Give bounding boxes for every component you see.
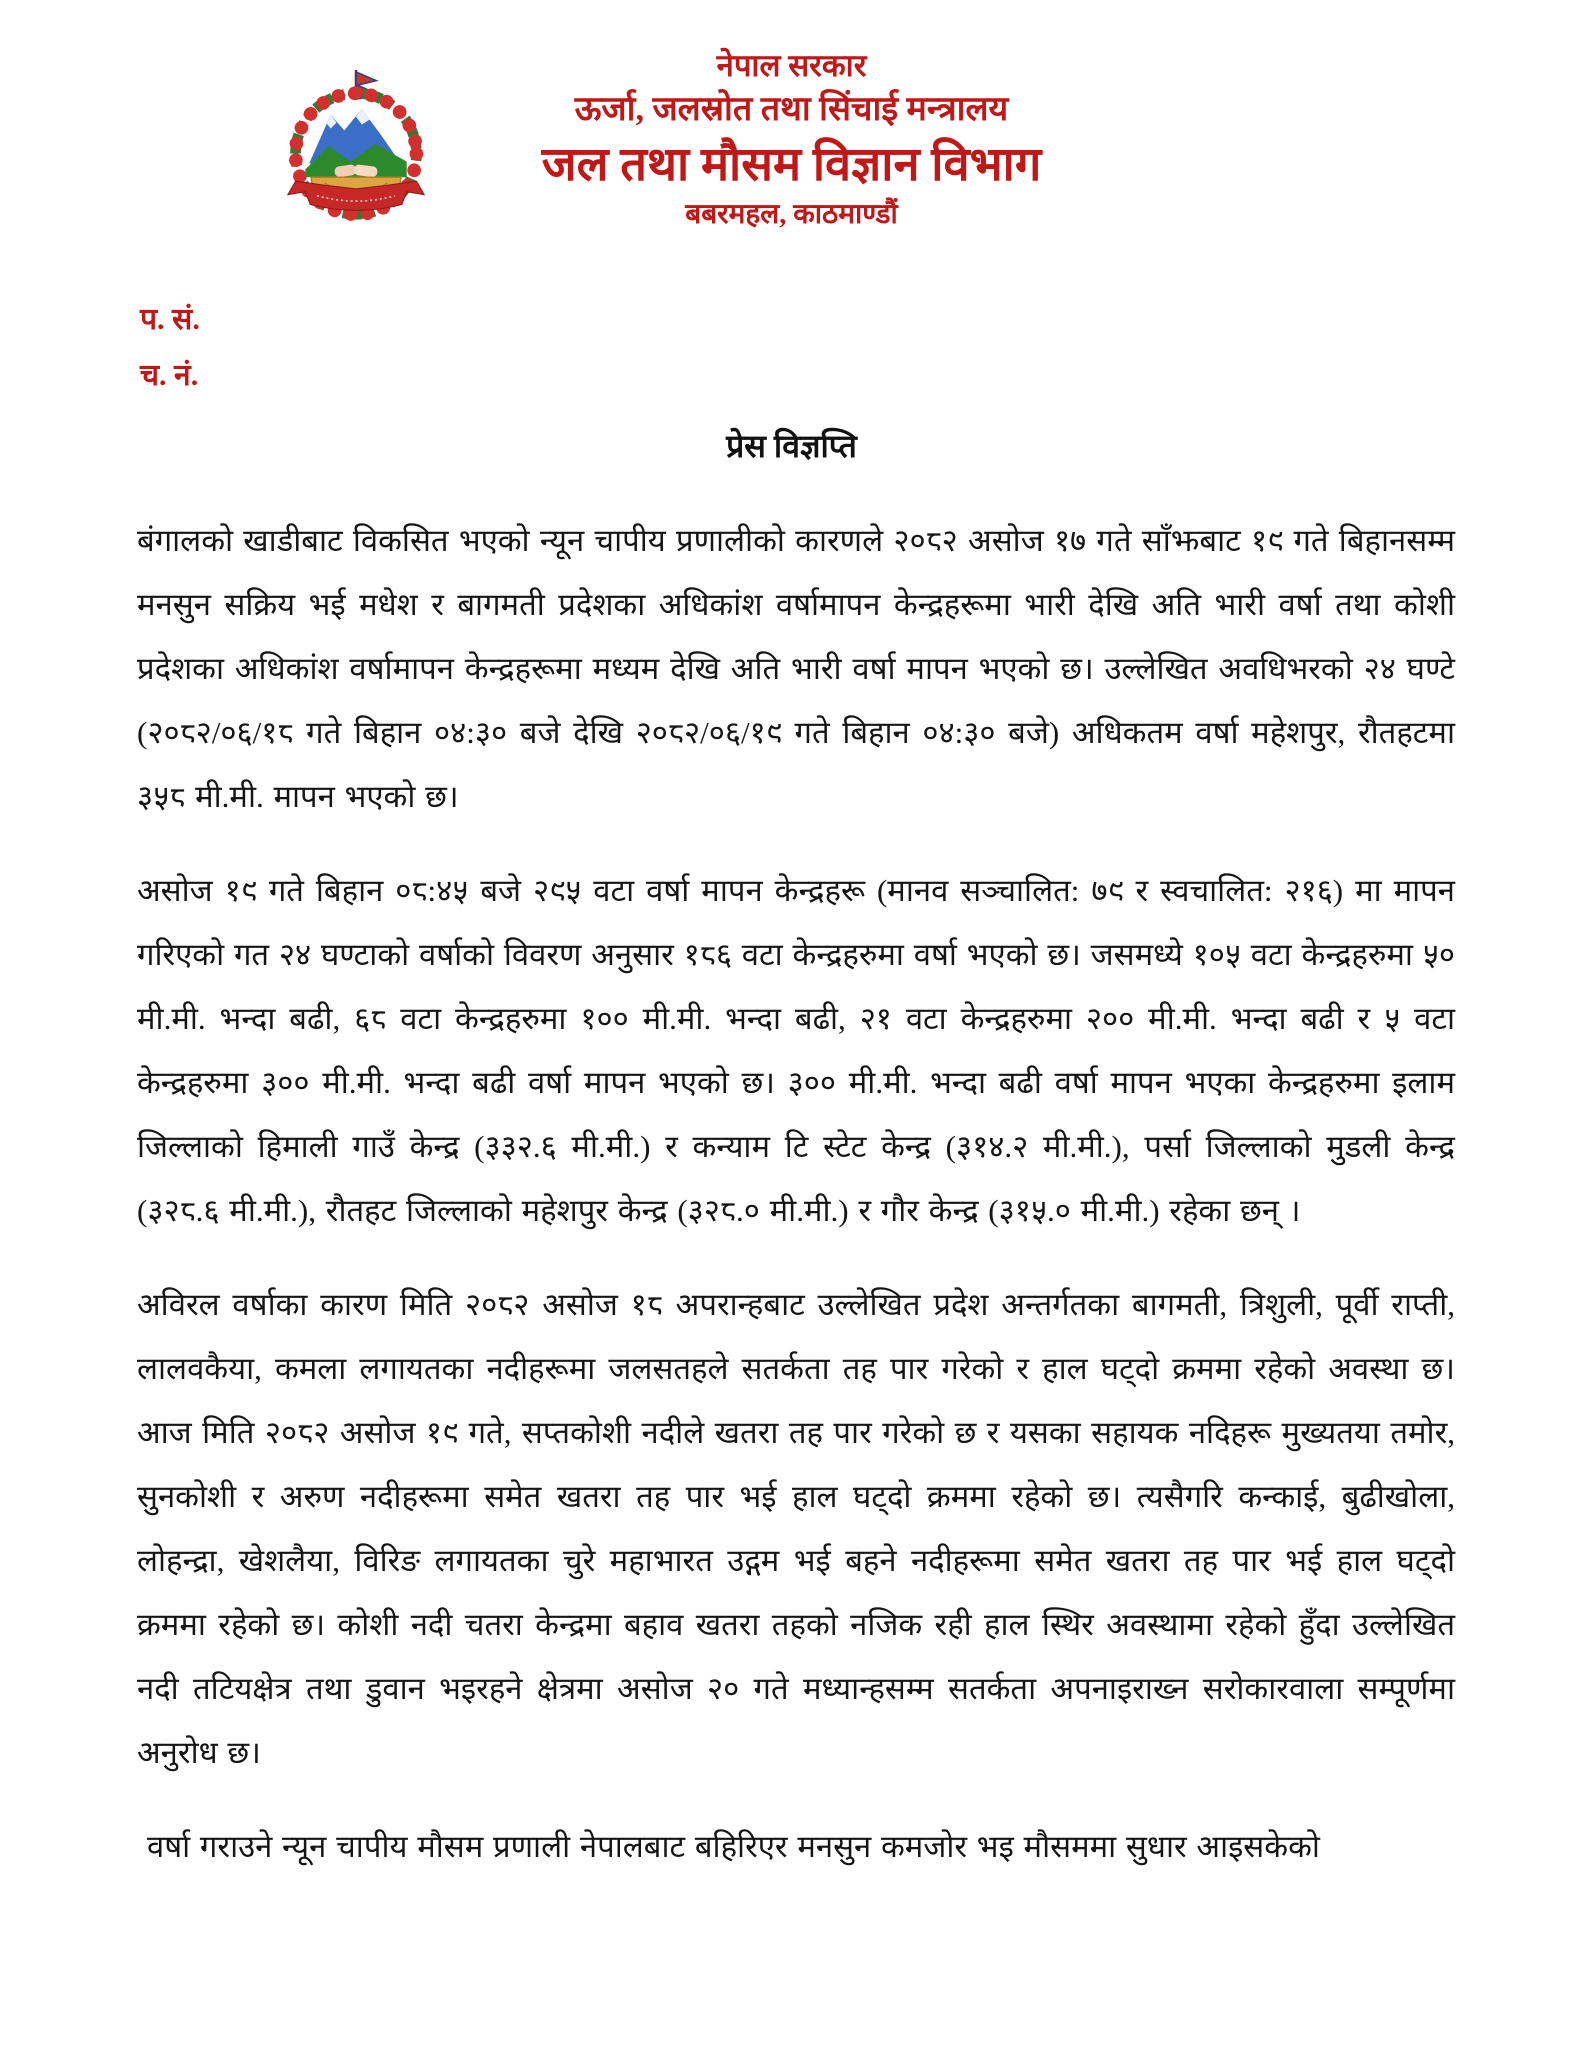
page-title: प्रेस विज्ञप्ति bbox=[726, 428, 857, 464]
government-name: नेपाल सरकार bbox=[716, 48, 867, 83]
paragraph-rainfall-summary: बंगालको खाडीबाट विकसित भएको न्यून चापीय प्रणालीको कारणले २०८२ असोज १७ गते साँझबाट १९ गते बिहानसम्म मनसुन सक्रिय भई मधेश र बागमती प्रदेशका अधिकांश वर्षामापन केन्द्रहरूमा भारी देखि अति भारी वर्षा तथा कोशी प्रदेशका अधिकांश वर्षामापन केन्द्रहरूमा मध्यम देखि अति भारी वर्षा मापन भएको छ। उल्लेखित अवधिभरको २४ घण्टे (२०८२/०६/१८ गते बिहान ०४:३० बजे देखि २०८२/०६/१९ गते बिहान ०४:३० बजे) अधिकतम वर्षा महेशपुर, रौतहटमा ३५८ मी.मी. मापन भएको छ। bbox=[137, 523, 1455, 814]
dispatch-number-label: च. नं. bbox=[140, 359, 199, 392]
letter-number-label: प. सं. bbox=[140, 303, 200, 336]
department-name: जल तथा मौसम विज्ञान विभाग bbox=[541, 139, 1042, 191]
reference-block bbox=[140, 292, 1583, 404]
letterhead bbox=[0, 0, 1583, 234]
paragraph-river-warning: अविरल वर्षाका कारण मिति २०८२ असोज १८ अपरान्हबाट उल्लेखित प्रदेश अन्तर्गतका बागमती, त्रिशुली, पूर्वी राप्ती, लालवकैया, कमला लगायतका नदीहरूमा जलसतहले सतर्कता तह पार गरेको र हाल घट्दो क्रममा रहेको अवस्था छ। आज मिति २०८२ असोज १९ गते, सप्तकोशी नदीले खतरा तह पार गरेको छ र यसका सहायक नदिहरू मुख्यतया तमोर, सुनकोशी र अरुण नदीहरूमा समेत खतरा तह पार भई हाल घट्दो क्रममा रहेको छ। त्यसैगरि कन्काई, बुढीखोला, लोहन्द्रा, खेशलैया, विरिङ लगायतका चुरे महाभारत उद्गम भई बहने नदीहरूमा समेत खतरा तह पार भई हाल घट्दो क्रममा रहेको छ। कोशी नदी चतरा केन्द्रमा बहाव खतरा तहको नजिक रही हाल स्थिर अवस्थामा रहेको हुँदा उल्लेखित नदी तटियक्षेत्र तथा डुवान भइरहने क्षेत्रमा असोज २० गते मध्यान्हसम्म सतर्कता अपनाइराख्न सरोकारवाला सम्पूर्णमा अनुरोध छ। bbox=[137, 1287, 1455, 1770]
paragraph-station-statistics: असोज १९ गते बिहान ०८:४५ बजे २९५ वटा वर्षा मापन केन्द्रहरू (मानव सञ्चालित: ७९ र स्वचालित: २१६) मा मापन गरिएको गत २४ घण्टाको वर्षाको विवरण अनुसार १८६ वटा केन्द्रहरुमा वर्षा भएको छ। जसमध्ये १०५ वटा केन्द्रहरुमा ५० मी.मी. भन्दा बढी, ६८ वटा केन्द्रहरुमा १०० मी.मी. भन्दा बढी, २१ वटा केन्द्रहरुमा २०० मी.मी. भन्दा बढी र ५ वटा केन्द्रहरुमा ३०० मी.मी. भन्दा बढी वर्षा मापन भएको छ। ३०० मी.मी. भन्दा बढी वर्षा मापन भएका केन्द्रहरुमा इलाम जिल्लाको हिमाली गाउँ केन्द्र (३३२.६ मी.मी.) र कन्याम टि स्टेट केन्द्र (३१४.२ मी.मी.), पर्सा जिल्लाको मुडली केन्द्र (३२८.६ मी.मी.), रौतहट जिल्लाको महेशपुर केन्द्र (३२८.० मी.मी.) र गौर केन्द्र (३१५.० मी.मी.) रहेका छन् । bbox=[137, 873, 1455, 1228]
ministry-name: ऊर्जा, जलस्रोत तथा सिंचाई मन्त्रालय bbox=[574, 91, 1009, 128]
press-release-body bbox=[137, 509, 1455, 1879]
nepal-government-emblem-icon bbox=[278, 68, 434, 224]
paragraph-weather-outlook: वर्षा गराउने न्यून चापीय मौसम प्रणाली नेपालबाट बहिरिएर मनसुन कमजोर भइ मौसममा सुधार आइसकेको bbox=[147, 1829, 1320, 1864]
department-address: बबरमहल, काठमाण्डौं bbox=[685, 199, 898, 230]
